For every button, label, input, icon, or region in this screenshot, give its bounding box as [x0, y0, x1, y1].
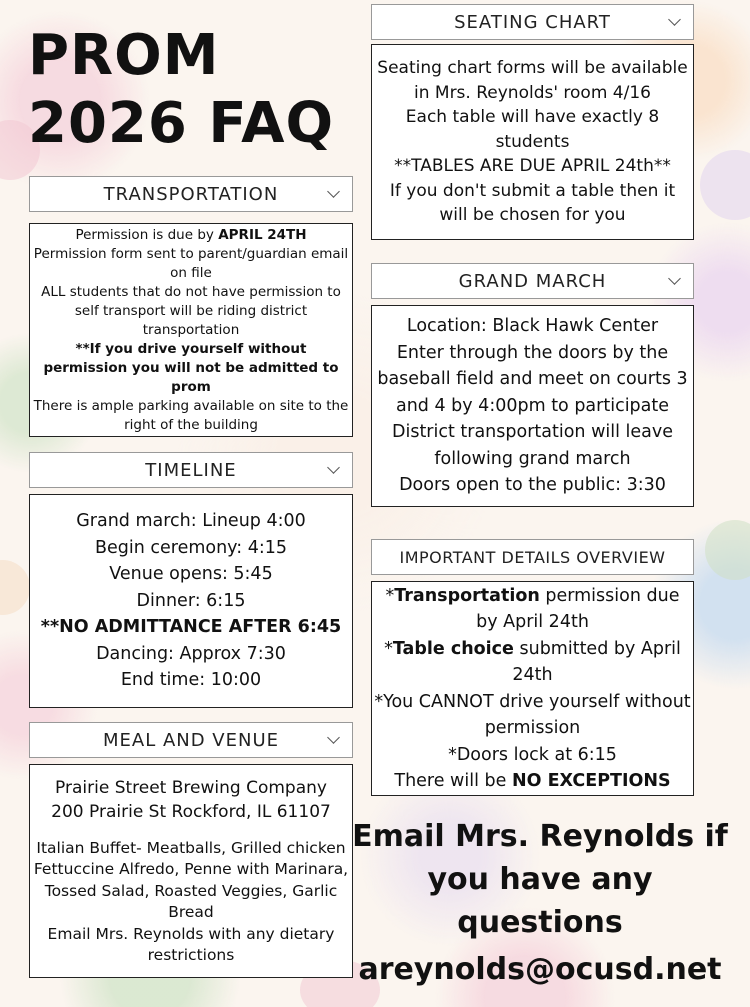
timeline-item: Dinner: 6:15 — [136, 590, 246, 611]
important-item — [373, 768, 692, 795]
important-details-panel — [371, 581, 694, 796]
title-line-1: PROM — [28, 23, 220, 88]
transportation-warning — [32, 340, 350, 397]
important-item: *You CANNOT drive yourself without permission — [374, 691, 691, 738]
timeline-item: Begin ceremony: 4:15 — [94, 537, 288, 558]
grand-march-panel — [371, 305, 694, 507]
transportation-header-label: TRANSPORTATION — [103, 183, 279, 205]
floral-decoration — [700, 150, 750, 220]
timeline-item: Grand march: Lineup 4:00 — [76, 511, 306, 532]
venue-name: Prairie Street Brewing Company — [55, 777, 327, 798]
important-emphasis: Transportation — [394, 585, 540, 606]
chevron-down-icon — [327, 461, 340, 474]
grand-march-line: Doors open to the public: 3:30 — [399, 475, 666, 496]
grand-march-line: Location: Black Hawk Center — [406, 316, 659, 337]
seating-chart-panel — [371, 44, 694, 240]
timeline-header-label: TIMELINE — [145, 459, 237, 481]
page-title — [28, 22, 334, 158]
chevron-down-icon — [327, 731, 340, 744]
grand-march-line: District transportation will leave following grand march — [391, 422, 674, 469]
important-emphasis: Table choice — [392, 638, 514, 659]
contact-callout — [352, 815, 728, 991]
grand-march-header-label: GRAND MARCH — [458, 270, 607, 292]
chevron-down-icon — [668, 272, 681, 285]
important-text: * — [385, 585, 395, 606]
important-details-header[interactable] — [371, 539, 694, 575]
seating-line: Seating chart forms will be available in Mrs. Reynolds' room 4/16 — [377, 58, 688, 103]
important-item: *Doors lock at 6:15 — [448, 744, 617, 765]
meal-venue-header[interactable] — [29, 722, 353, 758]
important-item — [373, 583, 692, 636]
transportation-header[interactable] — [29, 176, 353, 212]
seating-line: Each table will have exactly 8 students — [405, 107, 660, 152]
important-item — [373, 636, 692, 689]
seating-chart-header-label: SEATING CHART — [454, 11, 611, 33]
dietary-note: Email Mrs. Reynolds with any dietary restrictions — [47, 924, 335, 964]
timeline-item: Dancing: Approx 7:30 — [96, 643, 286, 664]
important-text: There will be — [394, 771, 512, 791]
important-emphasis: NO EXCEPTIONS — [511, 771, 671, 791]
menu-description: Italian Buffet- Meatballs, Grilled chicken Fettuccine Alfredo, Penne with Marinara, Tossed Salad, Roasted Veggies, Garlic Bread — [33, 838, 349, 921]
timeline-panel — [29, 494, 353, 708]
chevron-down-icon — [668, 13, 681, 26]
timeline-header[interactable] — [29, 452, 353, 488]
title-line-2: 2026 FAQ — [28, 91, 335, 156]
meal-venue-header-label: MEAL AND VENUE — [102, 729, 280, 751]
important-details-header-label: IMPORTANT DETAILS OVERVIEW — [399, 547, 666, 567]
seating-line: If you don't submit a table then it will be chosen for you — [389, 180, 676, 226]
timeline-warning-text: **NO ADMITTANCE AFTER 6:45 — [40, 617, 342, 638]
transportation-warning-text: **If you drive yourself without permission you will not be admitted to prom — [43, 340, 339, 395]
meal-venue-panel — [29, 764, 353, 978]
important-text: permission due by April 24th — [476, 585, 680, 632]
transportation-panel — [29, 223, 353, 437]
transportation-line: ALL students that do not have permission to self transport will be riding district transportation — [41, 283, 341, 338]
contact-email[interactable]: areynolds@ocusd.net — [358, 952, 722, 987]
timeline-item: End time: 10:00 — [120, 670, 262, 691]
chevron-down-icon — [327, 185, 340, 198]
floral-decoration — [705, 520, 750, 580]
contact-message: Email Mrs. Reynolds if you have any questions — [352, 819, 728, 940]
transportation-deadline: APRIL 24TH — [218, 226, 307, 243]
important-text: * — [384, 638, 393, 659]
transportation-text: Permission is due by — [75, 226, 219, 243]
timeline-item: Venue opens: 5:45 — [109, 564, 273, 585]
floral-decoration — [0, 560, 30, 615]
grand-march-header[interactable] — [371, 263, 694, 299]
transportation-line: There is ample parking available on site to the right of the building — [33, 397, 349, 433]
seating-line: **TABLES ARE DUE APRIL 24th** — [394, 156, 671, 177]
seating-chart-header[interactable] — [371, 4, 694, 40]
venue-address: 200 Prairie St Rockford, IL 61107 — [51, 801, 331, 822]
grand-march-line: Enter through the doors by the baseball field and meet on courts 3 and 4 by 4:00pm to participate — [377, 342, 688, 416]
timeline-item-warning — [30, 614, 352, 641]
transportation-line — [32, 226, 350, 245]
important-text: submitted by April 24th — [512, 638, 681, 685]
transportation-line: Permission form sent to parent/guardian email on file — [33, 245, 349, 281]
